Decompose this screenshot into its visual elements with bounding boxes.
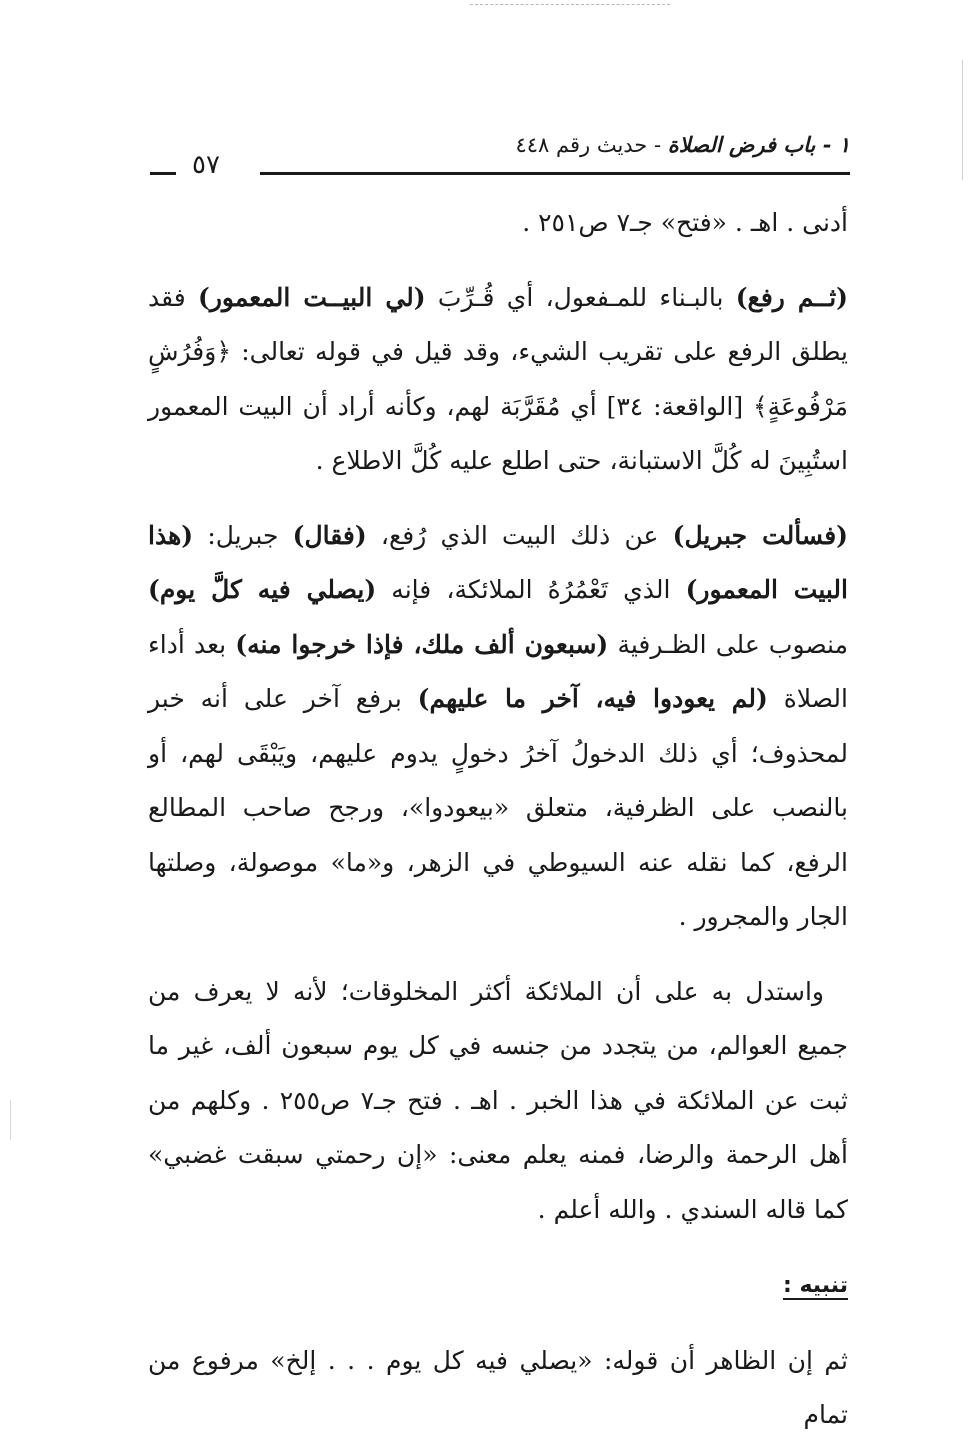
bold-quote-segment: (فسألت جبريل) xyxy=(672,520,848,550)
running-header xyxy=(150,128,850,198)
scan-artifact-line xyxy=(10,1100,11,1140)
bold-quote-segment: (سبعون ألف ملك، فإذا خرجوا منه) xyxy=(235,629,609,659)
text-segment: أدنى . اهـ . «فتح» جـ٧ ص٢٥١ . xyxy=(522,208,848,237)
note-heading: تنبيه : xyxy=(782,1273,848,1298)
bold-quote-segment: (يصلي فيه كلَّ يوم) xyxy=(148,575,377,604)
scan-artifact-line xyxy=(962,60,963,180)
final-paragraph: ثم إن الظاهر أن قوله: «يصلي فيه كل يوم . . . إلخ» مرفوع من تمام xyxy=(148,1345,848,1429)
bold-quote-segment: (لي البيــت المعمور) xyxy=(198,282,426,312)
header-separator: - xyxy=(647,133,668,157)
chapter-title: ١ - باب فرض الصلاة xyxy=(667,132,850,157)
hadith-number: حديث رقم ٤٤٨ xyxy=(515,133,648,157)
text-segment: جبريل: xyxy=(193,520,293,550)
paragraph xyxy=(148,965,848,1238)
paragraph xyxy=(148,196,848,251)
paragraph xyxy=(148,271,848,489)
page-number: ٥٧ xyxy=(192,150,220,180)
text-segment: فقد يطلق الرفع على تقريب الشيء، وقد قيل في قوله تعالى: ﴿وَفُرُشٍ مَرْفُوعَةٍ﴾ [الواقعة: ٣٤] أي مُقَرَّبَة لهم، وكأنه أراد أن البيت المعمور استُبِينَ له كُلَّ الاستبانة، حتى اطلع عليه كُلَّ الاطلاع . xyxy=(148,282,848,475)
paragraph xyxy=(148,509,848,945)
bold-quote-segment: (هذا البيت المعمور) xyxy=(148,520,848,604)
text-segment: عن ذلك البيت الذي رُفع، xyxy=(366,520,673,550)
header-rule xyxy=(260,172,850,175)
text-segment: واستدل به على أن الملائكة أكثر المخلوقات؛ لأنه لا يعرف من جميع العوالم، من يتجدد من جنسه في كل يوم سبعون ألف، غير ما ثبت عن الملائكة في هذا الخبر . اهـ . فتح جـ٧ ص٢٥٥ . وكلهم من أهل الرحمة والرضا، فمنه يعلم معنى: «إن رحمتي سبقت غضبي» كما قاله السندي . والله أعلم . xyxy=(148,976,849,1224)
bold-quote-segment: (لم يعودوا فيه، آخر ما عليهم) xyxy=(417,684,768,713)
text-segment: برفع آخر على أنه خبر لمحذوف؛ أي ذلك الدخولُ آخرُ دخولٍ يدوم عليهم، ويَبْقَى لهم، أو بالنصب على الظرفية، متعلق «بيعودوا»، ورجح صاحب المطالع الرفع، كما نقله عنه السيوطي في الزهر، و«ما» موصولة، وصلتها الجار والمجرور . xyxy=(148,684,848,931)
bold-quote-segment: (فقال) xyxy=(292,520,367,550)
text-segment: بالبـناء للمـفعول، أي قُـرِّبَ xyxy=(425,282,736,312)
text-segment: منصوب على الظـرفية xyxy=(608,629,848,659)
scan-artifact-dashes xyxy=(470,4,670,7)
body-text xyxy=(148,196,848,1443)
header-dash xyxy=(150,172,176,175)
text-segment: بعد أداء الصلاة xyxy=(148,629,848,713)
bold-quote-segment: (ثــم رفع) xyxy=(735,282,849,312)
note-heading-line xyxy=(148,1257,848,1314)
header-title xyxy=(515,130,850,160)
text-segment: الذي تَعْمُرُهُ الملائكة، فإنه xyxy=(376,575,686,604)
